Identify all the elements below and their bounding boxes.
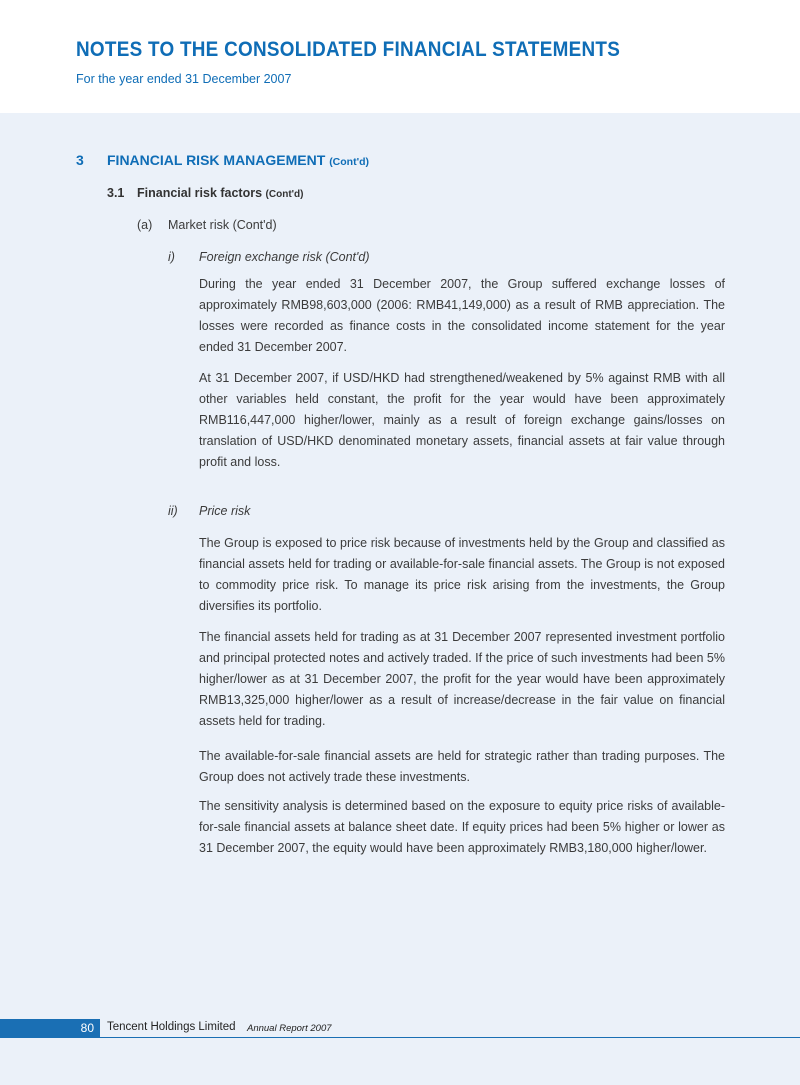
subitem-title: Foreign exchange risk (Cont'd) [199,250,370,264]
item-label: (a) [137,218,153,232]
footer-report: Annual Report 2007 [247,1023,332,1034]
paragraph: At 31 December 2007, if USD/HKD had strengthened/weakened by 5% against RMB with all other variables held constant, the profit for the year would have been approximately RMB116,447,000 higher/lower, mainly as a result of foreign exchange gains/losses on translation of USD/HKD denominated monetary assets, financial assets at fair value through profit and loss. [199,371,725,469]
page-number-box [0,1019,100,1038]
page-header [0,0,800,113]
subitem-label: ii) [168,504,178,518]
subsection-contd: (Cont'd) [265,189,304,200]
paragraph: The sensitivity analysis is determined based on the exposure to equity price risks of available-for-sale financial assets at balance sheet date. If equity prices had been 5% higher or lower as 31 December 2007, the equity would have been approximately RMB3,180,000 higher/lower. [199,799,725,855]
paragraph: The financial assets held for trading as at 31 December 2007 represented investment portfolio and principal protected notes and actively traded. If the price of such investments had been 5% higher/lower as at 31 December 2007, the profit for the year would have been approximately RMB13,325,000 higher/lower as a result of increase/decrease in the fair value on financial assets held for trading. [199,630,725,728]
page-number: 80 [80,1021,94,1035]
item-title: Market risk (Cont'd) [168,218,277,232]
subitem-title: Price risk [199,504,251,518]
subsection-title-text: Financial risk factors [137,186,263,200]
subsection-number: 3.1 [107,186,125,200]
paragraph: During the year ended 31 December 2007, the Group suffered exchange losses of approximately RMB98,603,000 (2006: RMB41,149,000) as a result of RMB appreciation. The losses were recorded as finance costs in the consolidated income statement for the year ended 31 December 2007. [199,277,725,354]
section-title-text: FINANCIAL RISK MANAGEMENT [107,152,326,168]
page-title: NOTES TO THE CONSOLIDATED FINANCIAL STATEMENTS [76,38,621,61]
subitem-label: i) [168,250,175,264]
footer-rule [0,1037,800,1038]
subsection-title [137,186,303,200]
paragraph: The available-for-sale financial assets are held for strategic rather than trading purposes. The Group does not actively trade these investments. [199,749,725,784]
section-title [107,152,369,168]
section-contd: (Cont'd) [329,156,369,168]
footer-company: Tencent Holdings Limited [107,1021,236,1033]
paragraph: The Group is exposed to price risk because of investments held by the Group and classified as financial assets held for trading or available-for-sale financial assets. The Group is not exposed to commodity price risk. To manage its price risk arising from the investments, the Group diversifies its portfolio. [199,536,725,613]
page-subtitle: For the year ended 31 December 2007 [76,72,292,86]
section-number: 3 [76,152,84,168]
